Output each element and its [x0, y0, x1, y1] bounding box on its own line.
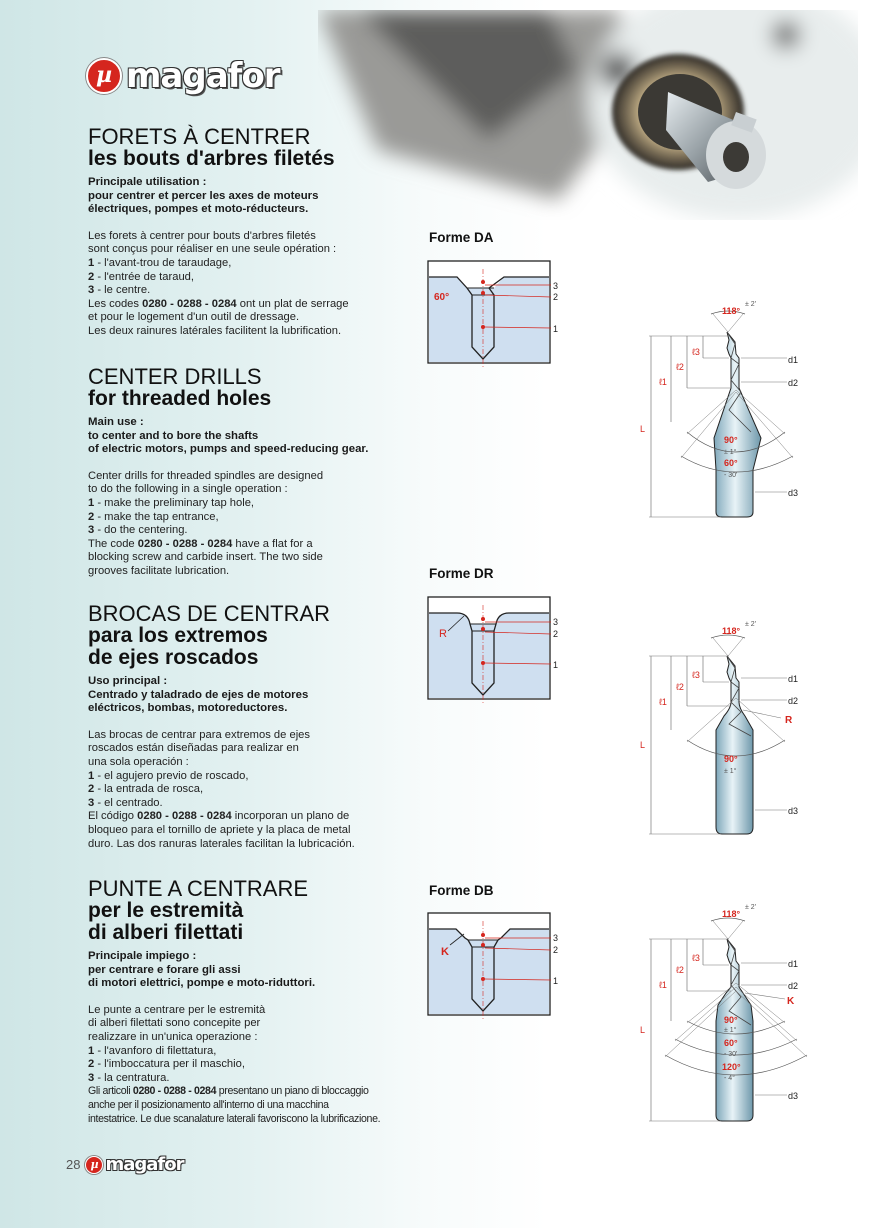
main-use-line: to center and to bore the shafts — [88, 429, 259, 442]
profile-angle-label: 60° — [434, 292, 450, 303]
dim-l1: ℓ1 — [659, 980, 667, 990]
main-use-line: of electric motors, pumps and speed-reducing gear. — [88, 443, 369, 456]
section-title: CENTER DRILLS — [88, 364, 262, 389]
tail-line: Les deux rainures latérales facilitent la lubrification. — [88, 324, 342, 337]
list-item: 3 - el centrado. — [88, 796, 163, 809]
section-spanish — [88, 602, 418, 851]
intro-line: to do the following in a single operation : — [88, 483, 288, 496]
callout-3: 3 — [553, 617, 559, 627]
dim-chamfer: K — [787, 996, 795, 1007]
section-subtitle: for threaded holes — [88, 387, 272, 410]
description — [88, 470, 418, 579]
tail-line: et pour le logement d'un outil de dressage. — [88, 311, 300, 324]
dim-d3: d3 — [788, 806, 799, 816]
list-item: 3 - do the centering. — [88, 524, 188, 537]
list-item: 3 - le centre. — [88, 284, 151, 297]
dim-d1: d1 — [788, 959, 799, 969]
section-subtitle: per le estremità — [88, 899, 244, 922]
main-use-label: Principale utilisation : — [88, 176, 207, 188]
tail-line: anche per il posizionamento all'interno di una macchina — [88, 1098, 329, 1111]
section-english — [88, 365, 418, 579]
dim-radius: R — [785, 715, 793, 726]
dim-l1: ℓ1 — [659, 697, 667, 707]
angle-90: 90° — [724, 754, 738, 764]
footer-brand-mark: µ — [85, 1156, 103, 1174]
main-use-label: Main use : — [88, 416, 144, 428]
section-title: FORETS À CENTRER — [88, 124, 311, 149]
list-item: 2 - l'imboccatura per il maschio, — [88, 1058, 245, 1071]
angle-120: 120° — [722, 1062, 741, 1072]
forme-da-profile-diagram — [420, 255, 570, 370]
page-number: 28 — [66, 1157, 81, 1172]
tail-line: intestatrice. Le due scanalature laterali favoriscono la lubrificazione. — [88, 1112, 381, 1125]
tail-line: grooves facilitate lubrication. — [88, 564, 230, 577]
dim-L: L — [640, 1025, 646, 1035]
tip-angle-tolerance: ± 2' — [745, 301, 757, 308]
description — [88, 1004, 418, 1126]
drill-db-diagram — [625, 895, 810, 1130]
tip-angle-tolerance: ± 2' — [745, 904, 757, 911]
intro-line: di alberi filettati sono concepite per — [88, 1017, 261, 1030]
profile-chamfer-label: K — [441, 946, 449, 958]
callout-2: 2 — [553, 292, 559, 302]
tip-angle-tolerance: ± 2' — [745, 621, 757, 628]
section-subtitle: di alberi filettati — [88, 921, 244, 944]
forme-db-profile-diagram — [420, 907, 570, 1022]
dim-l3: ℓ3 — [692, 953, 700, 963]
brand-logo — [86, 58, 280, 94]
list-item: 1 - make the preliminary tap hole, — [88, 496, 255, 509]
main-use-line: Centrado y taladrado de ejes de motores — [88, 688, 309, 701]
intro-line: Le punte a centrare per le estremità — [88, 1003, 266, 1016]
brand-mark: µ — [86, 58, 122, 94]
main-use — [88, 416, 418, 457]
codes-line: El código 0280 - 0288 - 0284 incorporan un plano de — [88, 810, 350, 823]
forme-da-label: Forme DA — [429, 230, 494, 245]
dim-l1: ℓ1 — [659, 377, 667, 387]
profile-radius-label: R — [439, 628, 447, 640]
codes-line: Les codes 0280 - 0288 - 0284 ont un plat de serrage — [88, 297, 349, 310]
main-use-line: per centrare e forare gli assi — [88, 963, 241, 976]
list-item: 1 - el agujero previo de roscado, — [88, 769, 249, 782]
forme-db-label: Forme DB — [429, 883, 494, 898]
dim-l3: ℓ3 — [692, 670, 700, 680]
main-use-line: électriques, pompes et moto-réducteurs. — [88, 203, 309, 216]
callout-1: 1 — [553, 976, 559, 986]
dim-l3: ℓ3 — [692, 347, 700, 357]
main-use-label: Uso principal : — [88, 675, 168, 687]
drill-dr-diagram — [625, 612, 810, 844]
codes-line: The code 0280 - 0288 - 0284 have a flat for a — [88, 537, 313, 550]
intro-line: Les forets à centrer pour bouts d'arbres filetés — [88, 229, 316, 242]
angle-60: 60° — [724, 1038, 738, 1048]
intro-line: realizzare in un'unica operazione : — [88, 1030, 258, 1043]
angle-90-tolerance: ± 1° — [724, 449, 737, 456]
page-footer — [66, 1155, 183, 1174]
list-item: 1 - l'avanforo di filettatura, — [88, 1044, 217, 1057]
list-item: 1 - l'avant-trou de taraudage, — [88, 256, 232, 269]
dim-d1: d1 — [788, 355, 799, 365]
dim-l2: ℓ2 — [676, 965, 684, 975]
list-item: 2 - la entrada de rosca, — [88, 783, 204, 796]
dim-d3: d3 — [788, 488, 799, 498]
tail-line: bloqueo para el tornillo de apriete y la placa de metal — [88, 823, 351, 836]
angle-60: 60° — [724, 458, 738, 468]
tail-line: blocking screw and carbide insert. The two side — [88, 551, 323, 564]
angle-90: 90° — [724, 1015, 738, 1025]
list-item: 2 - make the tap entrance, — [88, 510, 219, 523]
codes-line: Gli articoli 0280 - 0288 - 0284 presentano un piano di bloccaggio — [88, 1085, 369, 1098]
intro-line: sont conçus pour réaliser en une seule opération : — [88, 243, 337, 256]
drill-da-diagram — [625, 292, 810, 524]
dim-d3: d3 — [788, 1091, 799, 1101]
main-use — [88, 176, 418, 217]
main-use — [88, 950, 418, 991]
section-french — [88, 125, 418, 339]
dim-d2: d2 — [788, 378, 799, 388]
main-use — [88, 675, 418, 716]
section-italian — [88, 877, 418, 1126]
intro-line: una sola operación : — [88, 755, 189, 768]
angle-90: 90° — [724, 435, 738, 445]
section-subtitle: de ejes roscados — [88, 646, 259, 669]
callout-3: 3 — [553, 281, 559, 291]
section-subtitle: para los extremos — [88, 624, 268, 647]
intro-line: roscados están diseñadas para realizar en — [88, 742, 299, 755]
dim-d1: d1 — [788, 674, 799, 684]
footer-brand-name: magafor — [105, 1154, 184, 1175]
brand-name: magafor — [126, 56, 280, 96]
dim-L: L — [640, 424, 646, 434]
callout-1: 1 — [553, 660, 559, 670]
tip-angle: 118° — [722, 306, 741, 316]
main-use-line: di motori elettrici, pompe e moto-riduttori. — [88, 977, 316, 990]
angle-90-tolerance: ± 1° — [724, 768, 737, 775]
callout-2: 2 — [553, 945, 559, 955]
angle-60-tolerance: - 30' — [724, 1051, 738, 1058]
dim-l2: ℓ2 — [676, 682, 684, 692]
callout-2: 2 — [553, 629, 559, 639]
description — [88, 729, 418, 851]
intro-line: Center drills for threaded spindles are designed — [88, 469, 324, 482]
tail-line: duro. Las dos ranuras laterales facilitan la lubricación. — [88, 837, 355, 850]
tip-angle: 118° — [722, 626, 741, 636]
section-title: PUNTE A CENTRARE — [88, 876, 309, 901]
dim-d2: d2 — [788, 696, 799, 706]
section-title: BROCAS DE CENTRAR — [88, 601, 331, 626]
list-item: 3 - la centratura. — [88, 1071, 170, 1084]
section-subtitle: les bouts d'arbres filetés — [88, 147, 335, 170]
main-use-line: eléctricos, bombas, motoreductores. — [88, 702, 288, 715]
main-use-label: Principale impiego : — [88, 950, 197, 962]
callout-3: 3 — [553, 933, 559, 943]
angle-90-tolerance: ± 1° — [724, 1027, 737, 1034]
forme-dr-label: Forme DR — [429, 566, 494, 581]
forme-dr-profile-diagram — [420, 591, 570, 706]
dim-d2: d2 — [788, 981, 799, 991]
tip-angle: 118° — [722, 909, 741, 919]
intro-line: Las brocas de centrar para extremos de ejes — [88, 728, 311, 741]
angle-120-tolerance: - 4° — [724, 1075, 735, 1082]
callout-1: 1 — [553, 324, 559, 334]
description — [88, 230, 418, 339]
dim-l2: ℓ2 — [676, 362, 684, 372]
angle-60-tolerance: - 30' — [724, 472, 738, 479]
list-item: 2 - l'entrée de taraud, — [88, 270, 195, 283]
main-use-line: pour centrer et percer les axes de moteurs — [88, 189, 319, 202]
dim-L: L — [640, 740, 646, 750]
